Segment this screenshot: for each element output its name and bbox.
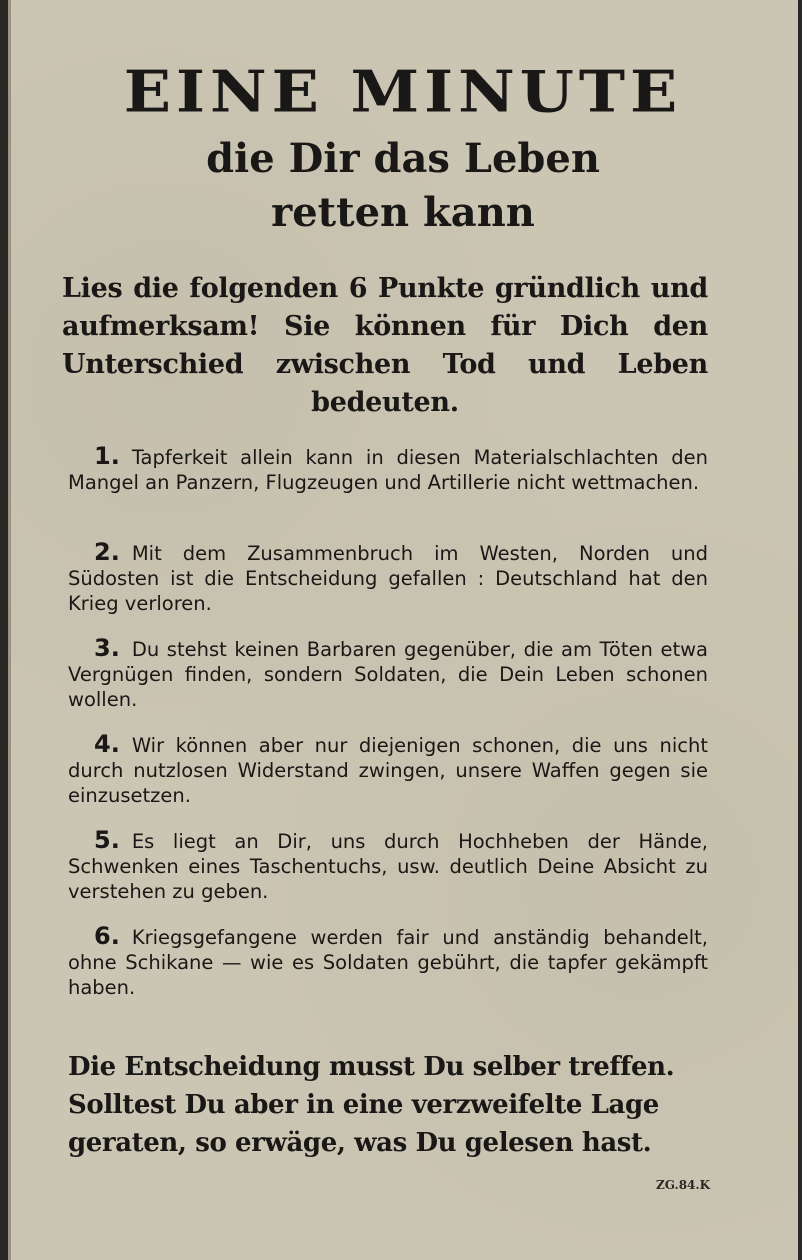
leaflet-code: ZG.84.K bbox=[655, 1178, 711, 1192]
point-number: 1. bbox=[94, 442, 120, 470]
point-3 bbox=[68, 636, 708, 732]
point-text: Es liegt an Dir, uns durch Hochheben der Hände, Schwenken eines Taschentuchs, usw. deutlich Deine Absicht zu verstehen zu geben. bbox=[68, 830, 708, 903]
closing-paragraph: Die Entscheidung musst Du selber treffen. Solltest Du aber in eine verzweifelte Lage geraten, so erwäge, was Du gelesen hast. bbox=[68, 1052, 675, 1158]
point-number: 4. bbox=[94, 730, 120, 758]
point-1 bbox=[68, 444, 708, 540]
point-number: 6. bbox=[94, 922, 120, 950]
point-text: Kriegsgefangene werden fair und anständig behandelt, ohne Schikane — wie es Soldaten gebührt, die tapfer gekämpft haben. bbox=[68, 926, 708, 999]
points-list bbox=[68, 444, 708, 1020]
point-number: 5. bbox=[94, 826, 120, 854]
point-4 bbox=[68, 732, 708, 828]
point-text: Wir können aber nur diejenigen schonen, die uns nicht durch nutzlosen Widerstand zwingen, unsere Waffen gegen sie einzusetzen. bbox=[68, 734, 708, 807]
point-6 bbox=[68, 924, 708, 1020]
leaflet-sheet bbox=[8, 0, 798, 1260]
point-2 bbox=[68, 540, 708, 636]
leaflet-subtitle-line-2: retten kann bbox=[271, 189, 535, 236]
leaflet-title: EINE MINUTE bbox=[123, 57, 683, 126]
intro-paragraph: Lies die folgenden 6 Punkte gründlich und aufmerksam! Sie können für Dich den Unterschied zwischen Tod und Leben bedeuten. bbox=[62, 273, 708, 418]
point-number: 2. bbox=[94, 538, 120, 566]
point-number: 3. bbox=[94, 634, 120, 662]
leaflet-subtitle-line-1: die Dir das Leben bbox=[206, 135, 600, 182]
point-text: Du stehst keinen Barbaren gegenüber, die am Töten etwa Vergnügen finden, sondern Soldaten, die Dein Leben schonen wollen. bbox=[68, 638, 708, 711]
point-5 bbox=[68, 828, 708, 924]
point-text: Tapferkeit allein kann in diesen Materialschlachten den Mangel an Panzern, Flugzeugen und Artillerie nicht wettmachen. bbox=[68, 446, 708, 494]
point-text: Mit dem Zusammenbruch im Westen, Norden und Südosten ist die Entscheidung gefallen : Deutschland hat den Krieg verloren. bbox=[68, 542, 708, 615]
